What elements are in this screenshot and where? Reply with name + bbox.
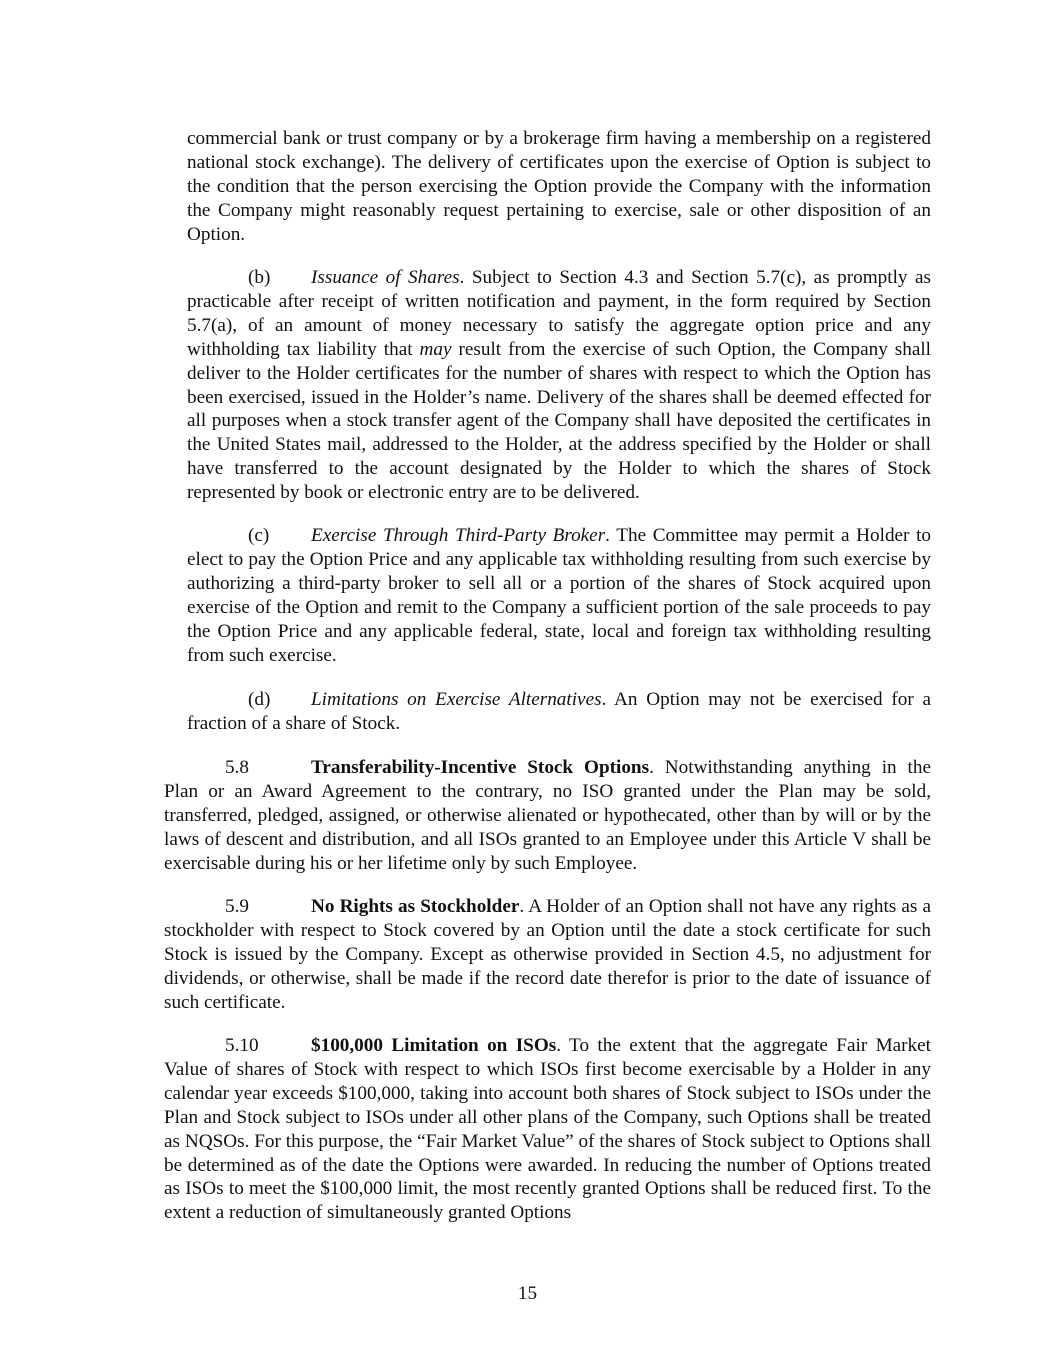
paragraph-title: Exercise Through Third-Party Broker: [311, 525, 606, 546]
paragraph-b-issuance-of-shares: (b) Issuance of Shares. Subject to Section 4.3 and Section 5.7(c), as promptly as practicable after receipt of written notification and payment, in the form required by Section 5.7(a), of an amount of money necessary to satisfy the aggregate option price and any withholding tax liability that may result from the exercise of such Option, the Company shall deliver to the Holder certificates for the number of shares with respect to which the Option has been exercised, issued in the Holder’s name. Delivery of the shares shall be deemed effected for all purposes when a stock transfer agent of the Company shall have deposited the certificates in the United States mail, addressed to the Holder, at the address specified by the Holder or shall have transferred to the account designated by the Holder to which the shares of Stock represented by book or electronic entry are to be delivered.: [187, 267, 931, 504]
section-number: 5.10: [225, 1035, 259, 1056]
section-5-9-no-rights: 5.9 No Rights as Stockholder. A Holder of an Option shall not have any rights as a stockholder with respect to Stock covered by an Option until the date a stock certificate for such Stock is issued by the Company. Except as otherwise provided in Section 4.5, no adjustment for dividends, or otherwise, shall be made if the record date therefor is prior to the date of issuance of such certificate.: [164, 896, 931, 1013]
paragraph-number: (c): [248, 525, 270, 546]
section-number: 5.9: [225, 896, 249, 917]
paragraph-c-third-party-broker: (c) Exercise Through Third-Party Broker. The Committee may permit a Holder to elect to pay the Option Price and any applicable tax withholding resulting from such exercise by authorizing a third-party broker to sell all or a portion of the shares of Stock acquired upon exercise of the Option and remit to the Company a sufficient portion of the sale proceeds to pay the Option Price and any applicable federal, state, local and foreign tax withholding resulting from such exercise.: [187, 525, 932, 666]
paragraph-title: Issuance of Shares: [311, 267, 460, 288]
section-5-8-transferability: 5.8 Transferability-Incentive Stock Options. Notwithstanding anything in the Plan or an Award Agreement to the contrary, no ISO granted under the Plan may be sold, transferred, pledged, assigned, or otherwise alienated or hypothecated, other than by will or by the laws of descent and distribution, and all ISOs granted to an Employee under this Article V shall be exercisable during his or her lifetime only by such Employee.: [164, 757, 931, 874]
section-5-10-limitation: 5.10 $100,000 Limitation on ISOs. To the extent that the aggregate Fair Market Value of shares of Stock with respect to which ISOs first become exercisable by a Holder in any calendar year exceeds $100,000, taking into account both shares of Stock subject to ISOs under the Plan and Stock subject to ISOs under all other plans of the Company, such Options shall be treated as NQSOs. For this purpose, the “Fair Market Value” of the shares of Stock subject to Options shall be determined as of the date the Options were awarded. In reducing the number of Options treated as ISOs to meet the $100,000 limit, the most recently granted Options shall be reduced first. To the extent a reduction of simultaneously granted Options: [164, 1035, 931, 1224]
paragraph-d-limitations: (d) Limitations on Exercise Alternatives. An Option may not be exercised for a fraction of a share of Stock.: [187, 689, 931, 734]
paragraph-title: Limitations on Exercise Alternatives: [311, 689, 602, 710]
section-title: Transferability-Incentive Stock Options: [311, 757, 650, 778]
section-title: $100,000 Limitation on ISOs: [311, 1035, 557, 1056]
paragraph-number: (b): [248, 267, 271, 288]
paragraph-continuation: commercial bank or trust company or by a brokerage firm having a membership on a registered national stock exchange). The delivery of certificates upon the exercise of Option is subject to the condition that the person exercising the Option provide the Company with the information the Company might reasonably request pertaining to exercise, sale or other disposition of an Option.: [187, 128, 931, 245]
section-number: 5.8: [225, 757, 249, 778]
emphasis-may: may: [419, 338, 452, 360]
page-number: 15: [517, 1283, 538, 1304]
section-title: No Rights as Stockholder: [311, 896, 520, 917]
paragraph-number: (d): [248, 689, 271, 710]
